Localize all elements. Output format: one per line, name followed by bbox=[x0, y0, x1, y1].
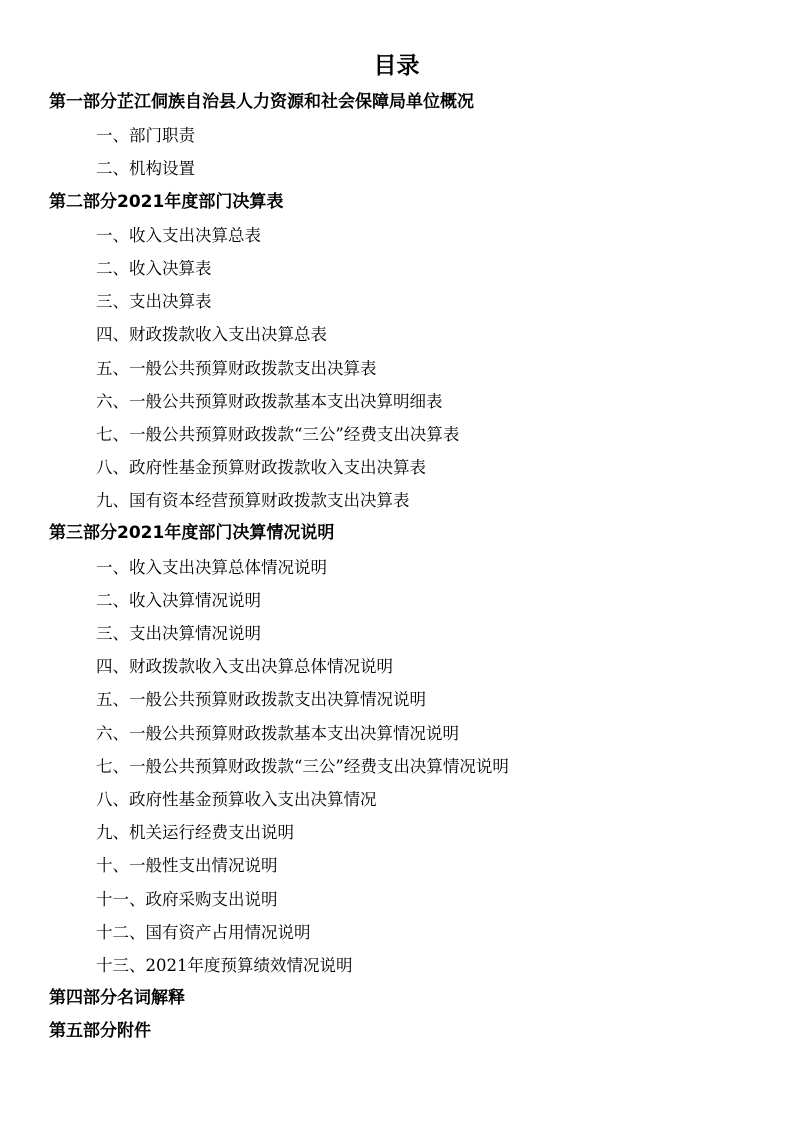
toc-item[interactable]: 十二、国有资产占用情况说明 bbox=[96, 922, 311, 942]
page-title: 目录 bbox=[373, 53, 420, 79]
toc-item[interactable]: 一、部门职责 bbox=[96, 126, 195, 146]
toc-item[interactable]: 三、支出决算表 bbox=[96, 292, 212, 312]
toc-item[interactable]: 六、一般公共预算财政拨款基本支出决算情况说明 bbox=[96, 723, 459, 743]
toc-part-2[interactable]: 第二部分2021年度部门决算表 bbox=[49, 191, 284, 212]
toc-item[interactable]: 九、机关运行经费支出说明 bbox=[96, 823, 294, 843]
toc-item[interactable]: 七、一般公共预算财政拨款“三公”经费支出决算情况说明 bbox=[96, 756, 509, 776]
toc-item[interactable]: 四、财政拨款收入支出决算总体情况说明 bbox=[96, 657, 393, 677]
toc-part-1[interactable]: 第一部分芷江侗族自治县人力资源和社会保障局单位概况 bbox=[49, 92, 474, 112]
toc-item[interactable]: 五、一般公共预算财政拨款支出决算情况说明 bbox=[96, 690, 426, 710]
toc-part-4[interactable]: 第四部分名词解释 bbox=[49, 988, 185, 1009]
toc-item[interactable]: 四、财政拨款收入支出决算总表 bbox=[96, 325, 327, 345]
toc-item[interactable]: 十一、政府采购支出说明 bbox=[96, 889, 278, 909]
toc-item[interactable]: 十三、2021年度预算绩效情况说明 bbox=[96, 955, 353, 975]
toc-item[interactable]: 七、一般公共预算财政拨款“三公”经费支出决算表 bbox=[96, 424, 460, 444]
toc-item[interactable]: 八、政府性基金预算财政拨款收入支出决算表 bbox=[96, 458, 426, 478]
table-of-contents bbox=[0, 86, 793, 1048]
toc-part-5[interactable]: 第五部分附件 bbox=[49, 1021, 151, 1042]
toc-item[interactable]: 十、一般性支出情况说明 bbox=[96, 856, 278, 876]
toc-item[interactable]: 九、国有资本经营预算财政拨款支出决算表 bbox=[96, 491, 410, 511]
toc-item[interactable]: 二、收入决算表 bbox=[96, 258, 212, 278]
toc-item[interactable]: 六、一般公共预算财政拨款基本支出决算明细表 bbox=[96, 391, 443, 411]
toc-item[interactable]: 五、一般公共预算财政拨款支出决算表 bbox=[96, 358, 377, 378]
toc-item[interactable]: 二、机构设置 bbox=[96, 159, 195, 179]
toc-item[interactable]: 八、政府性基金预算收入支出决算情况 bbox=[96, 789, 377, 809]
toc-item[interactable]: 二、收入决算情况说明 bbox=[96, 590, 261, 610]
toc-item[interactable]: 一、收入支出决算总表 bbox=[96, 225, 261, 245]
toc-part-3[interactable]: 第三部分2021年度部门决算情况说明 bbox=[49, 523, 335, 544]
toc-item[interactable]: 三、支出决算情况说明 bbox=[96, 624, 261, 643]
toc-item[interactable]: 一、收入支出决算总体情况说明 bbox=[96, 557, 327, 577]
